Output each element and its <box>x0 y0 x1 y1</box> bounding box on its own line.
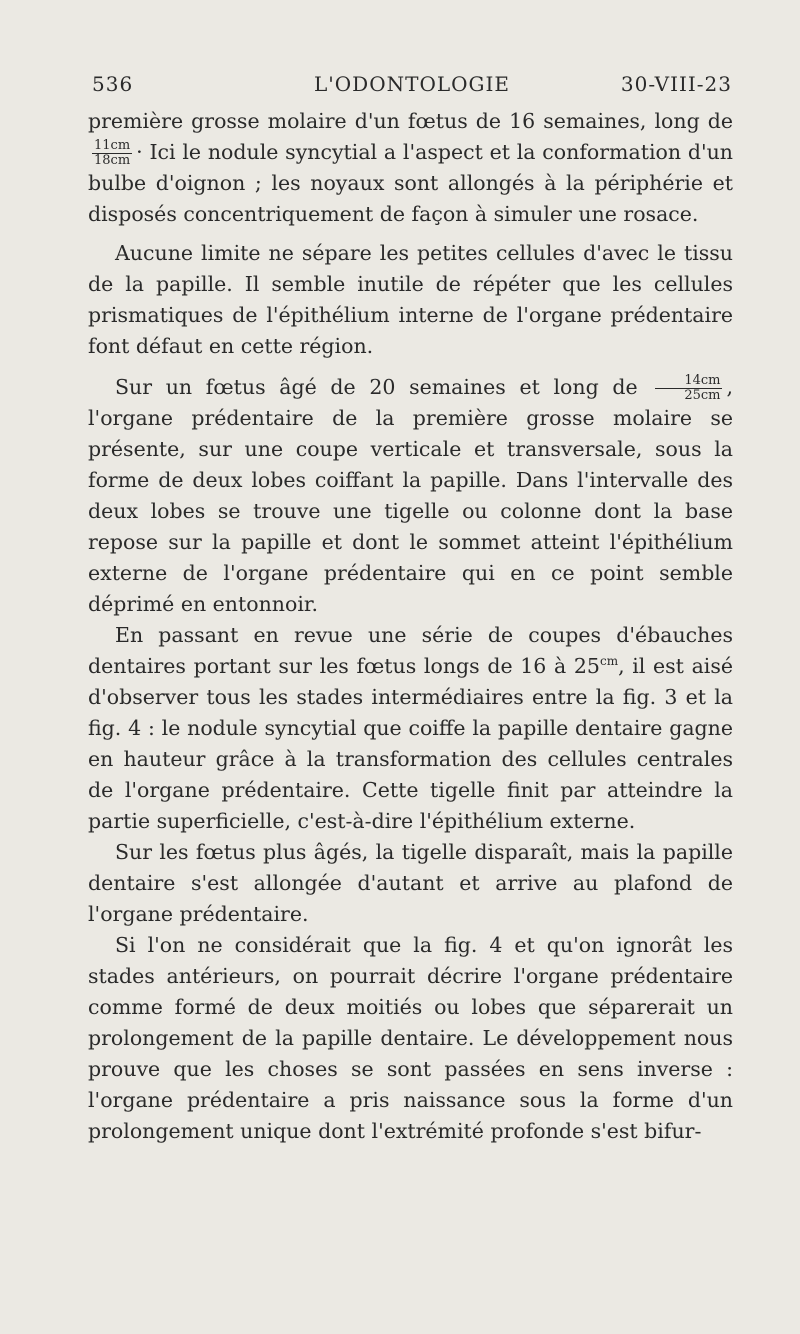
page-number: 536 <box>92 72 134 96</box>
fraction-denominator: 18cm <box>94 153 131 168</box>
paragraph-5: Sur les fœtus plus âgés, la tigelle disparaît, mais la papille dentaire s'est allongée d'autant et arrive au plafond de l'organe prédentaire. <box>88 840 733 926</box>
paragraph-1 <box>88 106 733 230</box>
paragraph-4-start: En passant en revue une série de coupes d'ébauches dentaires portant sur les fœtus longs de 16 à 25 <box>88 623 733 678</box>
issue-date: 30-VIII-23 <box>620 72 732 96</box>
unit-superscript: cm <box>599 654 619 669</box>
paragraph-4 <box>88 620 733 837</box>
paragraph-1-rest: · Ici le nodule syncytial a l'aspect et la conformation d'un bulbe d'oignon ; les noyaux sont allongés à la périphérie et disposés concentriquement de façon à simuler une rosace. <box>88 140 733 226</box>
paragraph-6: Si l'on ne considérait que la fig. 4 et qu'on ignorât les stades antérieurs, on pourrait décrire l'organe prédentaire comme formé de deux moitiés ou lobes que séparerait un prolongement de la papille dentaire. Le développement nous prouve que les choses se sont passées en sens inverse : l'organe prédentaire a pris naissance sous la forme d'un prolongement unique dont l'extrémité profonde s'est bifur- <box>88 933 733 1143</box>
fraction-11-18 <box>92 139 132 168</box>
paragraph-3-rest: , l'organe prédentaire de la première grosse molaire se présente, sur une coupe verticale et transversale, sous la forme de deux lobes coiffant la papille. Dans l'intervalle des deux lobes se trouve une tigelle ou colonne dont la base repose sur la papille et dont le sommet atteint l'épithélium externe de l'organe prédentaire qui en ce point semble déprimé en entonnoir. <box>88 375 733 616</box>
paragraph-4-rest: , il est aisé d'observer tous les stades intermédiaires entre la fig. 3 et la fig. 4 : le nodule syncytial que coiffe la papille dentaire gagne en hauteur grâce à la transformation des cellules centrales de l'organe prédentaire. Cette tigelle finit par atteindre la partie superficielle, c'est-à-dire l'épithélium externe. <box>88 654 734 833</box>
fraction-14-25 <box>655 374 722 403</box>
paragraph-3 <box>88 372 733 620</box>
paragraph-3-start: Sur un fœtus âgé de 20 semaines et long de <box>115 375 638 399</box>
fraction-numerator: 14cm <box>655 374 722 389</box>
running-header <box>92 72 732 104</box>
fraction-denominator: 25cm <box>684 388 721 403</box>
fraction-numerator: 11cm <box>94 138 131 153</box>
journal-title: L'ODONTOLOGIE <box>314 72 510 96</box>
body-text <box>88 106 733 1147</box>
paragraph-2: Aucune limite ne sépare les petites cellules d'avec le tissu de la papille. Il semble inutile de répéter que les cellules prismatiques de l'épithélium interne de l'organe prédentaire font défaut en cette région. <box>88 241 733 358</box>
paragraph-1-start: première grosse molaire d'un fœtus de 16 semaines, long de <box>88 109 733 133</box>
